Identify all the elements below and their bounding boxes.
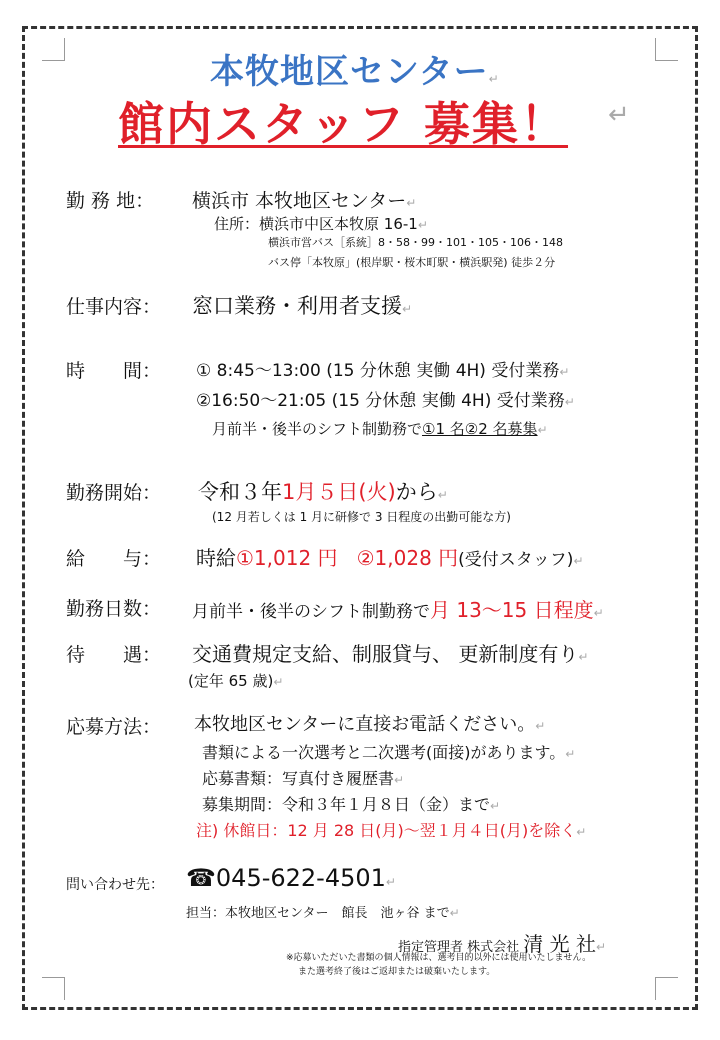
corner-mark [655,977,678,1000]
apply-label: 応募方法： [66,716,162,738]
center-title: 本牧地区センター↵ [210,52,500,92]
privacy-note-1: ※応募いただいた書類の個人情報は、選考目的以外には使用いたしません。 [286,953,592,963]
benefits-note: (定年 65 歳)↵ [188,672,284,690]
bus-stop: バス停「本牧原」(根岸駅・桜木町駅・横浜駅発) 徒歩２分 [268,256,556,269]
paragraph-mark: ↵ [608,100,630,130]
job-value: 窓口業務・利用者支援↵ [192,294,413,318]
benefits-label: 待 遇： [66,644,162,666]
hours-note: 月前半・後半のシフト制勤務で①1 名②2 名募集↵ [212,420,548,438]
contact-label: 問い合わせ先： [66,877,164,893]
bus-line: 横浜市営バス［系統］8・58・99・101・105・106・148 [268,236,563,249]
pay-label: 給 与： [66,548,162,570]
address: 住所：横浜市中区本牧原 16-1↵ [214,215,428,233]
days-value: 月前半・後半のシフト制勤務で月 13～15 日程度↵ [192,598,604,622]
location-value: 横浜市 本牧地区センター↵ [192,190,417,212]
pay-value: 時給①1,012 円 ②1,028 円(受付スタッフ)↵ [196,546,584,570]
shift-2: ②16:50～21:05 (15 分休憩 実働 4H) 受付業務↵ [196,391,575,411]
apply-line-3: 応募書類：写真付き履歴書↵ [202,769,405,788]
recruit-headline: 館内スタッフ 募集！ [118,97,569,151]
start-label: 勤務開始： [66,482,162,504]
manager-line: 指定管理者 株式会社 清 光 社↵ [398,932,607,956]
location-label: 勤 務 地： [66,190,155,212]
closed-days-note: 注) 休館日：12 月 28 日(月)～翌１月４日(月)を除く↵ [196,821,587,840]
corner-mark [42,38,65,61]
start-value: 令和３年1月５日(火)から↵ [198,480,448,504]
privacy-note-2: また選考終了後はご返却または破棄いたします。 [298,967,496,977]
phone-number: 045-622-4501 [215,864,386,892]
start-note: (12 月若しくは 1 月に研修で 3 日程度の出勤可能な方) [212,510,511,524]
contact-person: 担当：本牧地区センター 館長 池ヶ谷 まで↵ [186,906,460,921]
phone-line: ☎045-622-4501↵ [186,864,396,892]
corner-mark [42,977,65,1000]
phone-icon: ☎ [186,864,216,892]
hours-label: 時 間： [66,360,162,382]
apply-line-2: 書類による一次選考と二次選考(面接)があります。↵ [202,743,576,762]
corner-mark [655,38,678,61]
apply-line-1: 本牧地区センターに直接お電話ください。↵ [194,714,546,735]
job-label: 仕事内容： [66,296,162,318]
days-label: 勤務日数： [66,598,162,620]
shift-1: ① 8:45～13:00 (15 分休憩 実働 4H) 受付業務↵ [196,361,570,381]
apply-line-4: 募集期間：令和３年１月８日（金）まで↵ [202,795,501,814]
benefits-value: 交通費規定支給、制服貸与、 更新制度有り↵ [192,642,589,666]
